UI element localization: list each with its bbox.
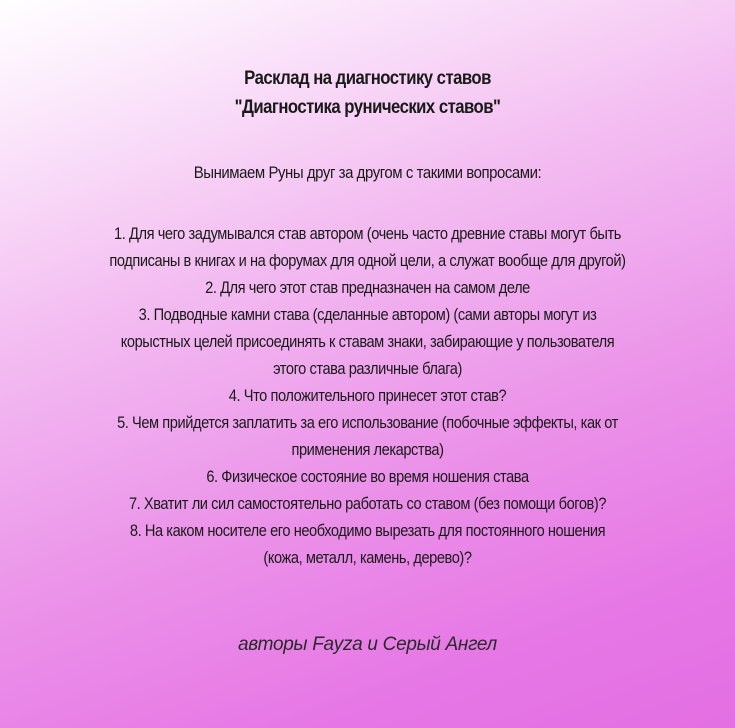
question-8-line-1: 8. На каком носителе его необходимо вырезать для постоянного ношения (129, 521, 606, 540)
question-item-7 (0, 490, 735, 517)
questions-list (0, 220, 735, 571)
question-1-line-2: подписаны в книгах и на форумах для одной цели, а служат вообще для другой) (109, 251, 626, 270)
question-item-6 (0, 463, 735, 490)
question-item-1 (0, 220, 735, 274)
question-item-3 (0, 301, 735, 382)
document-title (0, 64, 735, 122)
question-3-line-1: 3. Подводные камни става (сделанные автором) (сами авторы могут из (138, 305, 597, 324)
question-2-line-1: 2. Для чего этот став предназначен на самом деле (205, 278, 530, 297)
question-3-line-3: этого става различные блага) (273, 359, 462, 378)
question-6-line-1: 6. Физическое состояние во время ношения става (206, 467, 529, 486)
authors-signature: авторы Fayza и Серый Ангел (238, 634, 497, 655)
question-3-line-2: корыстных целей присоединять к ставам знаки, забирающие у пользователя (120, 332, 615, 351)
intro-text: Вынимаем Руны друг за другом с такими вопросами: (193, 163, 542, 182)
question-1-line-1: 1. Для чего задумывался став автором (очень часто древние ставы могут быть (114, 224, 621, 243)
question-4-line-1: 4. Что положительного принесет этот став? (228, 386, 507, 405)
question-item-2 (0, 274, 735, 301)
title-line-1: Расклад на диагностику ставов (244, 68, 491, 89)
question-item-8 (0, 517, 735, 571)
question-8-line-2: (кожа, металл, камень, дерево)? (263, 548, 472, 567)
question-7-line-1: 7. Хватит ли сил самостоятельно работать со ставом (без помощи богов)? (128, 494, 607, 513)
question-item-5 (0, 409, 735, 463)
title-line-2: "Диагностика рунических ставов" (234, 97, 501, 118)
question-item-4 (0, 382, 735, 409)
question-5-line-1: 5. Чем прийдется заплатить за его использование (побочные эффекты, как от (117, 413, 618, 432)
question-5-line-2: применения лекарства) (291, 440, 444, 459)
